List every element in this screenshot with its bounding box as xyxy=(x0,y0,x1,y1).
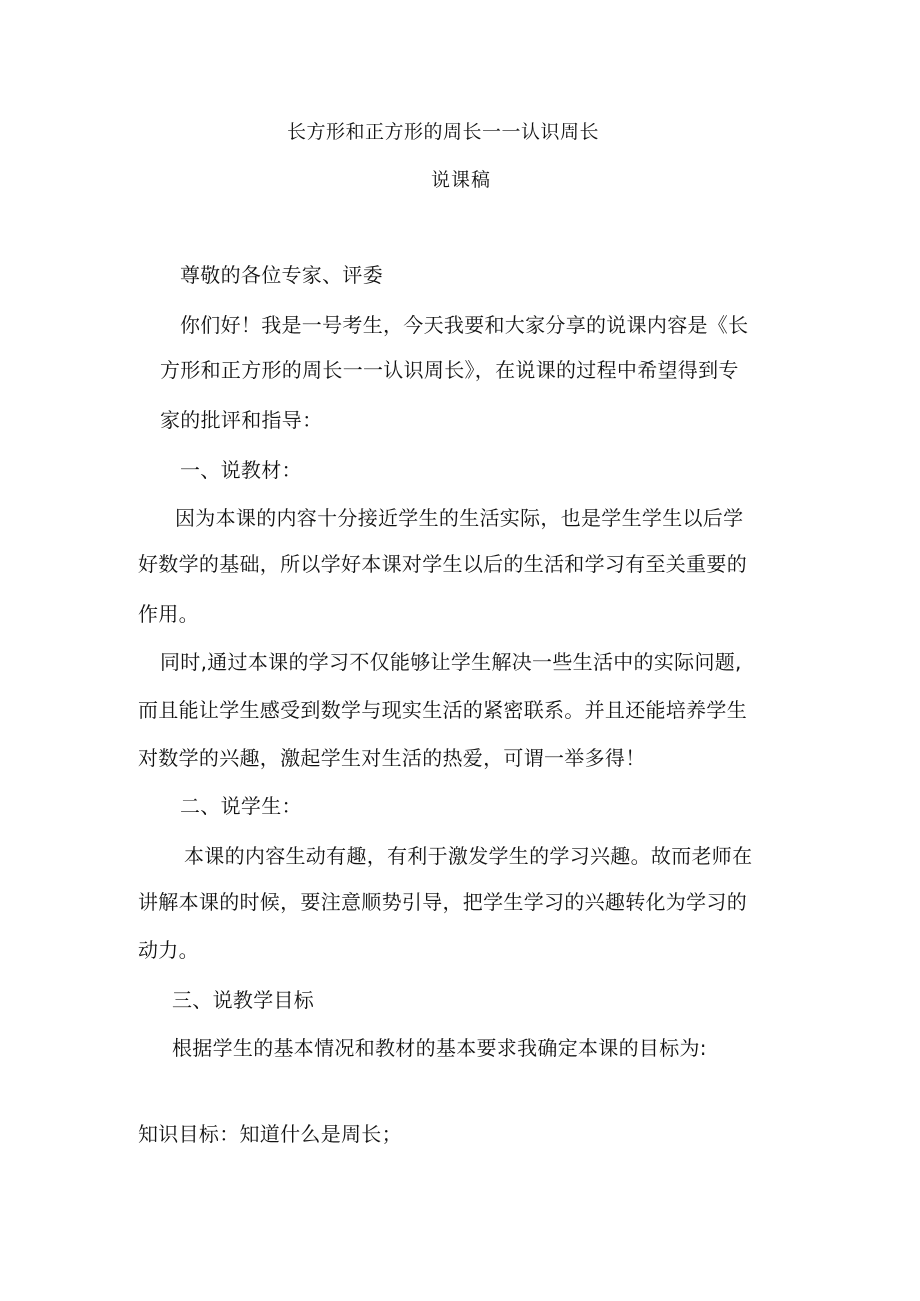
students-para-line-2: 讲解本课的时候，要注意顺势引导，把学生学习的兴趣转化为学习的 xyxy=(138,890,747,914)
knowledge-goal: 知识目标：知道什么是周长； xyxy=(138,1122,402,1146)
materials-para1-line-1: 因为本课的内容十分接近学生的生活实际，也是学生学生以后学 xyxy=(175,506,744,530)
section-heading-students: 二、说学生： xyxy=(180,794,302,818)
intro-line-2: 方形和正方形的周长一一认识周长》，在说课的过程中希望得到专 xyxy=(160,358,739,382)
document-subtitle: 说课稿 xyxy=(431,169,492,191)
materials-para1-line-3: 作用。 xyxy=(138,602,199,626)
section-heading-materials: 一、说教材： xyxy=(180,458,302,482)
materials-para1-line-2: 好数学的基础，所以学好本课对学生以后的生活和学习有至关重要的 xyxy=(138,552,747,576)
students-para-line-1: 本课的内容生动有趣，有利于激发学生的学习兴趣。故而老师在 xyxy=(184,844,753,868)
goals-para: 根据学生的基本情况和教材的基本要求我确定本课的目标为: xyxy=(172,1036,707,1060)
materials-para2-line-1: 同时,通过本课的学习不仅能够让学生解决一些生活中的实际问题, xyxy=(160,650,742,674)
materials-para2-line-3: 对数学的兴趣，激起学生对生活的热爱，可谓一举多得！ xyxy=(138,746,646,770)
document-title: 长方形和正方形的周长一一认识周长 xyxy=(287,121,600,143)
materials-para2-line-2: 而且能让学生感受到数学与现实生活的紧密联系。并且还能培养学生 xyxy=(138,698,747,722)
intro-line-3: 家的批评和指导： xyxy=(160,408,323,432)
greeting: 尊敬的各位专家、评委 xyxy=(180,263,383,287)
section-heading-goals: 三、说教学目标 xyxy=(172,988,315,1012)
intro-line-1: 你们好！我是一号考生，今天我要和大家分享的说课内容是《长 xyxy=(180,313,749,337)
students-para-line-3: 动力。 xyxy=(138,938,199,962)
